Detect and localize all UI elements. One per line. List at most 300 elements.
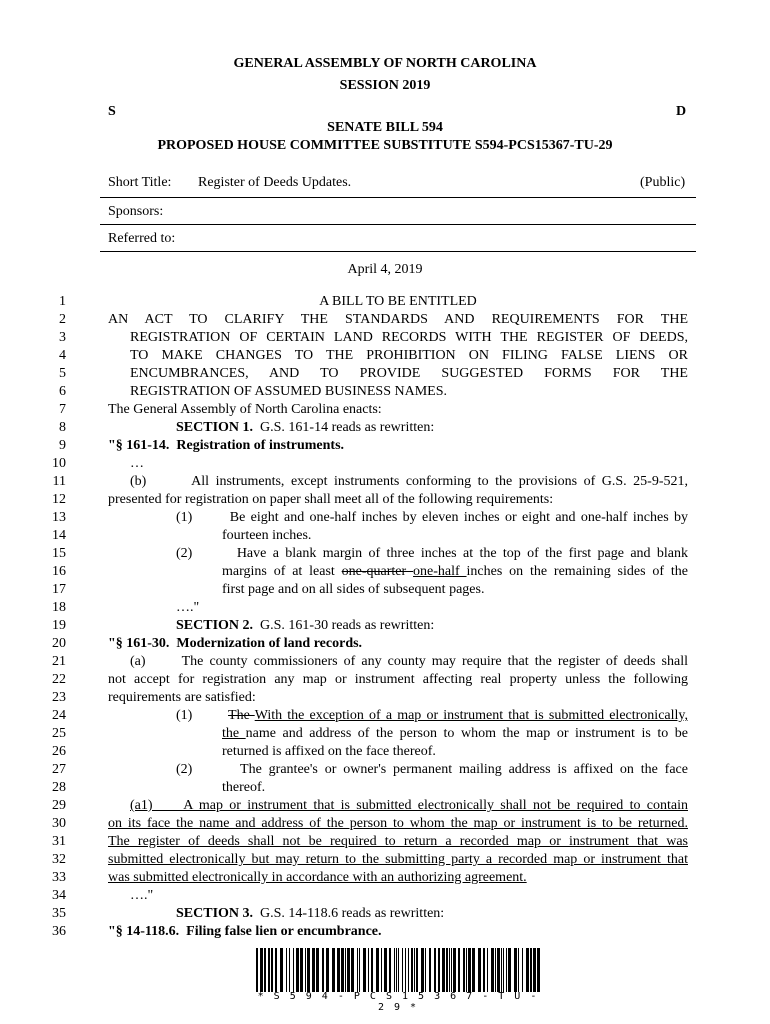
barcode-bar: [471, 948, 472, 992]
text-segment: SECTION 1.: [176, 420, 254, 435]
text-segment: ….": [176, 600, 200, 615]
line-text: [176, 906, 676, 922]
line-text: [108, 672, 688, 688]
barcode-bar: [403, 948, 405, 992]
barcode-bar: [429, 948, 431, 992]
text-segment: not accept for registration any map or instrument affecting real property unless the following: [108, 672, 688, 687]
barcode-bar: [270, 948, 271, 992]
barcode-bar: [463, 948, 465, 992]
barcode-bar: [495, 948, 496, 992]
barcode-bar: [389, 948, 391, 992]
line-text: [176, 708, 688, 724]
text-segment: "§ 161-14. Registration of instruments.: [108, 438, 345, 453]
barcode-bar: [305, 948, 306, 992]
text-segment: A BILL TO BE ENTITLED: [319, 294, 477, 309]
barcode-bar: [532, 948, 533, 992]
barcode-bar: [536, 948, 537, 992]
line-number: 12: [52, 492, 66, 507]
barcode-bar: [324, 948, 326, 992]
text-segment: margins of at least: [222, 564, 342, 579]
barcode-bar: [503, 948, 504, 992]
barcode-bar: [395, 948, 396, 992]
line-text: [176, 762, 688, 778]
barcode-bar: [448, 948, 449, 992]
barcode-bar: [414, 948, 415, 992]
barcode-bar: [329, 948, 332, 992]
text-segment: (1): [176, 708, 229, 723]
bill-line: [0, 690, 770, 708]
barcode-bar: [379, 948, 381, 992]
barcode-bar: [529, 948, 530, 992]
barcode-bar: [472, 948, 475, 992]
barcode-bar: [332, 948, 335, 992]
bill-line: [0, 438, 770, 456]
line-number: 34: [52, 888, 66, 903]
barcode-bar: [450, 948, 451, 992]
bill-line: [0, 366, 770, 384]
barcode-bar: [523, 948, 526, 992]
line-number: 7: [59, 402, 66, 417]
line-text: [130, 798, 688, 814]
barcode-bar: [451, 948, 452, 992]
barcode-bar: [487, 948, 488, 992]
barcode-bar: [376, 948, 379, 992]
line-number: 19: [52, 618, 66, 633]
barcode-bar: [406, 948, 408, 992]
line-text: [222, 726, 688, 742]
barcode-bar: [504, 948, 506, 992]
line-number: 4: [59, 348, 66, 363]
struck-text: one-quarter: [341, 564, 414, 579]
barcode-bar: [398, 948, 399, 992]
line-number: 26: [52, 744, 66, 759]
line-number: 1: [59, 294, 66, 309]
barcode-bar: [537, 948, 540, 992]
barcode-bar: [465, 948, 466, 992]
line-text: [108, 816, 688, 832]
barcode-bar: [394, 948, 395, 992]
barcode-bar: [290, 948, 293, 992]
bill-line: [0, 744, 770, 762]
barcode-bar: [306, 948, 307, 992]
line-number: 10: [52, 456, 66, 471]
barcode-bar: [368, 948, 369, 992]
barcode-bar: [366, 948, 368, 992]
barcode-bar: [275, 948, 277, 992]
barcode-bar: [373, 948, 376, 992]
barcode-bar: [345, 948, 346, 992]
barcode-bar: [468, 948, 471, 992]
barcode-bar: [533, 948, 536, 992]
barcode-bar: [411, 948, 413, 992]
barcode-bar: [497, 948, 500, 992]
bill-line: [0, 780, 770, 798]
text-segment: TO MAKE CHANGES TO THE PROHIBITION ON FILING FALSE LIENS OR: [130, 348, 688, 363]
text-segment: ENCUMBRANCES, AND TO PROVIDE SUGGESTED FORMS FOR THE: [130, 366, 688, 381]
inserted-text: submitted electronically but may return to the submitting party a recorded map or instrument that: [108, 852, 688, 867]
line-number: 25: [52, 726, 66, 741]
barcode-bar: [483, 948, 485, 992]
barcode-bar: [360, 948, 363, 992]
barcode-bar: [506, 948, 507, 992]
line-number: 11: [52, 474, 66, 489]
barcode-bar: [491, 948, 494, 992]
barcode-bar: [277, 948, 280, 992]
text-segment: (1) Be eight and one-half inches by eleven inches or eight and one-half inches by: [176, 510, 688, 525]
barcode-bar: [405, 948, 406, 992]
line-text: [222, 744, 688, 760]
barcode-bar: [316, 948, 319, 992]
barcode-bar: [340, 948, 341, 992]
line-number: 8: [59, 420, 66, 435]
line-number: 5: [59, 366, 66, 381]
line-text: [222, 564, 688, 580]
barcode-bar: [445, 948, 446, 992]
text-segment: (2) The grantee's or owner's permanent mailing address is affixed on the face: [176, 762, 688, 777]
assembly-title: GENERAL ASSEMBLY OF NORTH CAROLINA: [233, 56, 537, 71]
line-text: [108, 924, 688, 940]
barcode-bar: [293, 948, 294, 992]
barcode: [256, 948, 540, 992]
line-text: [176, 618, 676, 634]
line-text: [108, 690, 688, 706]
barcode-bar: [358, 948, 359, 992]
barcode-bar: [424, 948, 425, 992]
bill-line: [0, 456, 770, 474]
barcode-bar: [425, 948, 426, 992]
barcode-bar: [359, 948, 360, 992]
sponsors-label: Sponsors:: [108, 204, 164, 219]
barcode-bar: [310, 948, 312, 992]
line-number: 21: [52, 654, 66, 669]
barcode-bar: [351, 948, 354, 992]
barcode-bar: [442, 948, 445, 992]
inserted-text: one-half: [413, 564, 467, 579]
line-text: [176, 546, 688, 562]
line-number: 27: [52, 762, 66, 777]
barcode-bar: [514, 948, 517, 992]
line-number: 28: [52, 780, 66, 795]
text-segment: name and address of the person to whom the map or instrument is to be: [245, 726, 688, 741]
barcode-bar: [530, 948, 532, 992]
line-number: 31: [52, 834, 66, 849]
barcode-bar: [494, 948, 495, 992]
divider: [100, 197, 696, 198]
barcode-bar: [517, 948, 518, 992]
barcode-bar: [449, 948, 450, 992]
barcode-bar: [286, 948, 287, 992]
barcode-bar: [335, 948, 337, 992]
public-tag: (Public): [640, 175, 686, 190]
barcode-bar: [271, 948, 273, 992]
barcode-bar: [446, 948, 448, 992]
barcode-bar: [300, 948, 303, 992]
short-title-value: Register of Deeds Updates.: [198, 175, 352, 190]
text-segment: "§ 14-118.6. Filing false lien or encumbrance.: [108, 924, 382, 939]
bill-line: [0, 600, 770, 618]
barcode-bar: [289, 948, 290, 992]
barcode-bar: [460, 948, 463, 992]
barcode-bar: [369, 948, 371, 992]
bill-line: [0, 906, 770, 924]
line-text: [222, 780, 688, 796]
line-text: [176, 600, 676, 616]
barcode-bar: [287, 948, 289, 992]
bill-line: [0, 816, 770, 834]
line-text: [130, 888, 680, 904]
line-text: [176, 510, 688, 526]
bill-date: April 4, 2019: [347, 262, 423, 277]
text-segment: (2) Have a blank margin of three inches at the top of the first page and blank: [176, 546, 688, 561]
text-segment: REGISTRATION OF CERTAIN LAND RECORDS WITH THE REGISTER OF DEEDS,: [130, 330, 688, 345]
barcode-bar: [391, 948, 394, 992]
substitute-title: PROPOSED HOUSE COMMITTEE SUBSTITUTE S594-PCS15367-TU-29: [157, 138, 613, 153]
barcode-bar: [508, 948, 511, 992]
barcode-bar: [315, 948, 316, 992]
referred-label: Referred to:: [108, 231, 176, 246]
divider: [100, 224, 696, 225]
bill-line: [0, 870, 770, 888]
line-text: [108, 312, 688, 328]
bill-line: [0, 294, 770, 312]
barcode-bar: [456, 948, 458, 992]
barcode-bar: [397, 948, 398, 992]
barcode-bar: [312, 948, 315, 992]
barcode-bar: [381, 948, 382, 992]
bill-line: [0, 564, 770, 582]
bill-line: [0, 888, 770, 906]
barcode-bar: [344, 948, 345, 992]
line-number: 32: [52, 852, 66, 867]
barcode-bar: [294, 948, 296, 992]
inserted-text: the: [222, 726, 246, 741]
barcode-bar: [350, 948, 351, 992]
line-number: 20: [52, 636, 66, 651]
barcode-bar: [357, 948, 358, 992]
line-number: 6: [59, 384, 66, 399]
bill-line: [0, 384, 770, 402]
line-number: 36: [52, 924, 66, 939]
barcode-bar: [371, 948, 373, 992]
inserted-text: With the exception of a map or instrument that is submitted electronically,: [254, 708, 688, 723]
barcode-bar: [408, 948, 409, 992]
line-text: [108, 294, 688, 310]
struck-text: The: [228, 708, 255, 723]
barcode-bar: [467, 948, 468, 992]
barcode-bar: [299, 948, 300, 992]
barcode-bar: [283, 948, 286, 992]
barcode-bar: [256, 948, 258, 992]
bill-line: [0, 420, 770, 438]
line-text: [130, 330, 688, 346]
text-segment: …: [130, 456, 144, 471]
text-segment: returned is affixed on the face thereof.: [222, 744, 436, 759]
text-segment: thereof.: [222, 780, 266, 795]
bill-line: [0, 636, 770, 654]
barcode-bar: [264, 948, 266, 992]
barcode-bar: [440, 948, 442, 992]
bill-line: [0, 924, 770, 942]
text-segment: G.S. 14-118.6 reads as rewritten:: [253, 906, 445, 921]
line-text: [108, 834, 688, 850]
line-number: 23: [52, 690, 66, 705]
barcode-bar: [485, 948, 487, 992]
text-segment: ….": [130, 888, 154, 903]
barcode-bar: [501, 948, 502, 992]
barcode-bar: [434, 948, 436, 992]
barcode-bar: [396, 948, 397, 992]
text-segment: SECTION 3.: [176, 906, 254, 921]
barcode-bar: [415, 948, 416, 992]
bill-line: [0, 834, 770, 852]
barcode-bar: [382, 948, 384, 992]
barcode-bar: [384, 948, 387, 992]
bill-line: [0, 618, 770, 636]
line-text: [108, 852, 688, 868]
line-number: 17: [52, 582, 66, 597]
bill-line: [0, 726, 770, 744]
barcode-bar: [500, 948, 501, 992]
line-text: [222, 582, 688, 598]
text-segment: (a) The county commissioners of any county may require that the register of deeds shall: [130, 654, 688, 669]
barcode-bar: [488, 948, 491, 992]
right-letter: D: [676, 104, 687, 119]
line-number: 13: [52, 510, 66, 525]
text-segment: REGISTRATION OF ASSUMED BUSINESS NAMES.: [130, 384, 447, 399]
barcode-bar: [507, 948, 508, 992]
barcode-bar: [438, 948, 440, 992]
barcode-text: * S 5 9 4 - P C S 1 5 3 6 7 - T U - 2 9 *: [257, 991, 539, 1013]
barcode-bar: [522, 948, 523, 992]
barcode-bar: [526, 948, 529, 992]
barcode-bar: [326, 948, 329, 992]
line-number: 24: [52, 708, 66, 723]
bill-line: [0, 762, 770, 780]
text-segment: G.S. 161-14 reads as rewritten:: [253, 420, 435, 435]
barcode-bar: [431, 948, 434, 992]
barcode-bar: [426, 948, 429, 992]
line-number: 3: [59, 330, 66, 345]
text-segment: SECTION 2.: [176, 618, 254, 633]
barcode-bar: [341, 948, 344, 992]
inserted-text: was submitted electronically in accordance with an authorizing agreement.: [108, 870, 527, 885]
line-number: 18: [52, 600, 66, 615]
barcode-bar: [266, 948, 268, 992]
bill-line: [0, 672, 770, 690]
session-title: SESSION 2019: [339, 78, 431, 93]
barcode-bar: [263, 948, 264, 992]
line-text: [130, 456, 680, 472]
text-segment: inches on the remaining sides of the: [466, 564, 688, 579]
barcode-bar: [260, 948, 263, 992]
line-number: 35: [52, 906, 66, 921]
barcode-bar: [478, 948, 481, 992]
barcode-bar: [387, 948, 389, 992]
line-text: [176, 420, 676, 436]
barcode-bar: [421, 948, 424, 992]
line-text: [130, 348, 688, 364]
bill-line: [0, 582, 770, 600]
barcode-bar: [458, 948, 460, 992]
text-segment: presented for registration on paper shall meet all of the following requirements:: [108, 492, 554, 507]
barcode-bar: [518, 948, 519, 992]
inserted-text: (a1) A map or instrument that is submitted electronically shall not be required to contain: [130, 798, 688, 813]
barcode-bar: [347, 948, 350, 992]
short-title-label: Short Title:: [108, 175, 172, 190]
barcode-bar: [519, 948, 522, 992]
bill-line: [0, 528, 770, 546]
bill-line: [0, 402, 770, 420]
text-segment: The General Assembly of North Carolina enacts:: [108, 402, 382, 417]
line-text: [108, 870, 688, 886]
barcode-bar: [322, 948, 324, 992]
barcode-bar: [399, 948, 402, 992]
line-number: 9: [59, 438, 66, 453]
bill-line: [0, 654, 770, 672]
bill-line: [0, 348, 770, 366]
line-text: [130, 654, 688, 670]
inserted-text: on its face the name and address of the person to whom the map or instrument is to be returned.: [108, 816, 688, 831]
barcode-bar: [453, 948, 456, 992]
barcode-bar: [511, 948, 514, 992]
bill-line: [0, 510, 770, 528]
line-text: [108, 492, 688, 508]
barcode-bar: [402, 948, 403, 992]
bill-title: SENATE BILL 594: [327, 120, 443, 135]
line-text: [130, 384, 688, 400]
barcode-bar: [496, 948, 497, 992]
line-number: 2: [59, 312, 66, 327]
barcode-bar: [481, 948, 483, 992]
line-number: 15: [52, 546, 66, 561]
barcode-bar: [273, 948, 275, 992]
divider: [100, 251, 696, 252]
text-segment: G.S. 161-30 reads as rewritten:: [253, 618, 435, 633]
line-number: 22: [52, 672, 66, 687]
text-segment: requirements are satisfied:: [108, 690, 256, 705]
line-number: 29: [52, 798, 66, 813]
line-text: [108, 636, 688, 652]
bill-line: [0, 312, 770, 330]
line-text: [108, 402, 688, 418]
bill-line: [0, 708, 770, 726]
bill-line: [0, 798, 770, 816]
barcode-bar: [319, 948, 322, 992]
barcode-bar: [466, 948, 467, 992]
barcode-bar: [307, 948, 310, 992]
inserted-text: The register of deeds shall not be required to return a recorded map or instrument that was: [108, 834, 688, 849]
text-segment: "§ 161-30. Modernization of land records.: [108, 636, 363, 651]
barcode-bar: [452, 948, 453, 992]
text-segment: AN ACT TO CLARIFY THE STANDARDS AND REQUIREMENTS FOR THE: [108, 312, 688, 327]
line-number: 30: [52, 816, 66, 831]
barcode-bar: [303, 948, 305, 992]
barcode-bar: [346, 948, 347, 992]
bill-line: [0, 852, 770, 870]
line-number: 16: [52, 564, 66, 579]
barcode-bar: [296, 948, 299, 992]
bill-line: [0, 330, 770, 348]
barcode-bar: [363, 948, 366, 992]
barcode-bar: [418, 948, 421, 992]
barcode-bar: [337, 948, 340, 992]
barcode-bar: [409, 948, 411, 992]
text-segment: fourteen inches.: [222, 528, 312, 543]
barcode-bar: [280, 948, 283, 992]
text-segment: (b) All instruments, except instruments conforming to the provisions of G.S. 25-9-521,: [130, 474, 688, 489]
text-segment: first page and on all sides of subsequent pages.: [222, 582, 485, 597]
barcode-bar: [416, 948, 418, 992]
